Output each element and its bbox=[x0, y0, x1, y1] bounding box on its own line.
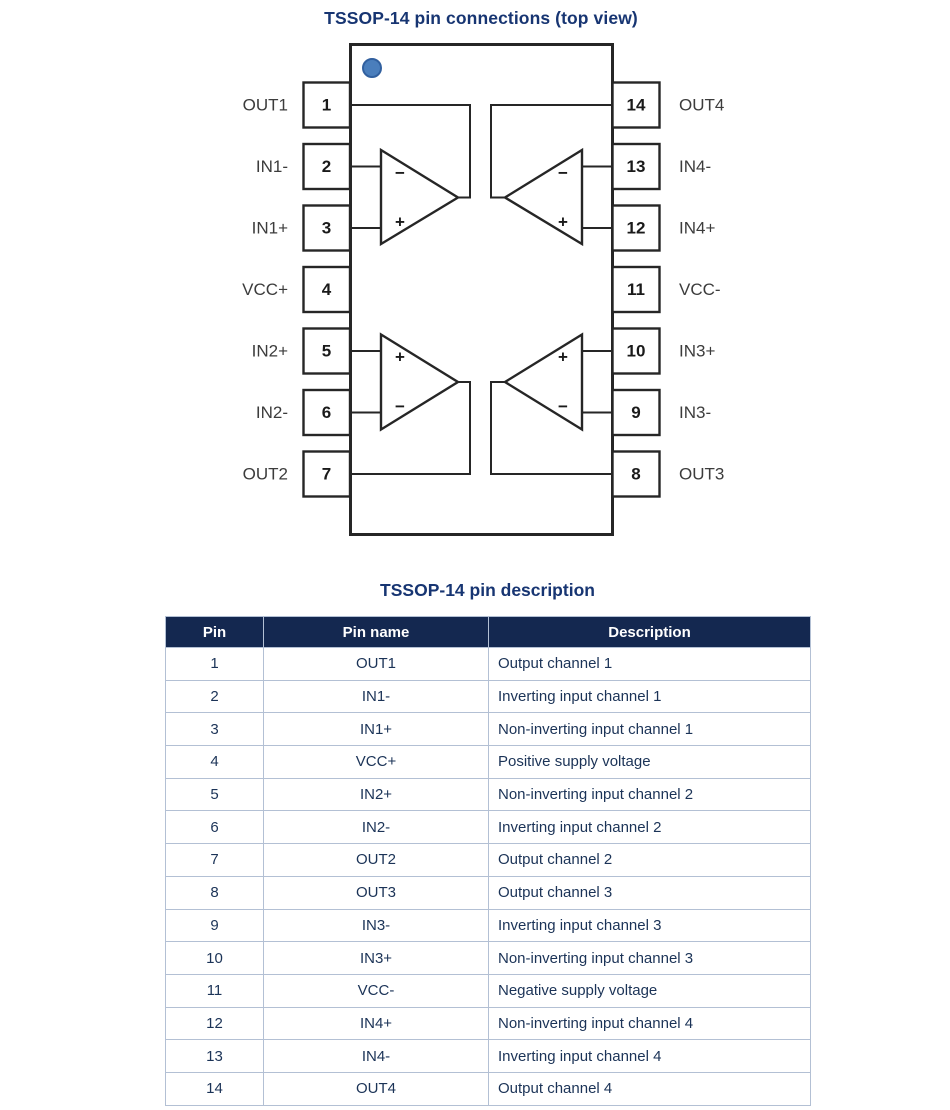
pin-14-number: 14 bbox=[626, 95, 646, 115]
table-row bbox=[166, 778, 811, 811]
pin-name-cell: OUT4 bbox=[264, 1072, 489, 1105]
description-cell: Non-inverting input channel 4 bbox=[489, 1007, 811, 1040]
table-row bbox=[166, 844, 811, 877]
pin-10 bbox=[613, 329, 716, 374]
chip-body bbox=[351, 45, 613, 535]
header-pin: Pin bbox=[166, 617, 264, 648]
pin-2-number: 2 bbox=[321, 157, 332, 176]
pin-cell: 10 bbox=[166, 942, 264, 975]
table-row bbox=[166, 1040, 811, 1073]
pin-12-number: 12 bbox=[626, 218, 646, 238]
opamp-4-plus-sign: + bbox=[558, 212, 568, 232]
pin-5 bbox=[252, 329, 350, 374]
pin-9 bbox=[613, 390, 712, 435]
pin-3-number: 3 bbox=[321, 218, 332, 238]
pin-name-cell: IN3+ bbox=[264, 942, 489, 975]
pin-cell: 9 bbox=[166, 909, 264, 942]
pin-cell: 6 bbox=[166, 811, 264, 844]
pin-cell: 7 bbox=[166, 844, 264, 877]
pin-cell: 3 bbox=[166, 713, 264, 746]
header-pin-name: Pin name bbox=[264, 617, 489, 648]
pin-name-cell: IN4+ bbox=[264, 1007, 489, 1040]
pin-cell: 11 bbox=[166, 974, 264, 1007]
header-description: Description bbox=[489, 617, 811, 648]
pin-3 bbox=[252, 206, 350, 251]
pin-5-label: IN2+ bbox=[251, 341, 288, 361]
table-row bbox=[166, 876, 811, 909]
pin-cell: 8 bbox=[166, 876, 264, 909]
pin-3-label: IN1+ bbox=[251, 218, 288, 238]
pin-name-cell: IN1+ bbox=[264, 713, 489, 746]
pin-11 bbox=[613, 267, 721, 312]
pin-10-label: IN3+ bbox=[679, 341, 716, 361]
pin-name-cell: IN2- bbox=[264, 811, 489, 844]
description-cell: Negative supply voltage bbox=[489, 974, 811, 1007]
pin-2 bbox=[256, 144, 350, 189]
pin-10-number: 10 bbox=[626, 341, 646, 361]
table-row bbox=[166, 974, 811, 1007]
pin-cell: 12 bbox=[166, 1007, 264, 1040]
pin-cell: 13 bbox=[166, 1040, 264, 1073]
pin-14 bbox=[613, 83, 725, 128]
description-cell: Output channel 4 bbox=[489, 1072, 811, 1105]
pin-cell: 14 bbox=[166, 1072, 264, 1105]
pin-13-number: 13 bbox=[626, 157, 646, 176]
table-row bbox=[166, 680, 811, 713]
pin-4-number: 4 bbox=[321, 280, 332, 299]
pin-6-label: IN2- bbox=[255, 403, 288, 422]
pin-11-label: VCC- bbox=[679, 280, 721, 299]
pin-9-label: IN3- bbox=[679, 403, 712, 422]
pin-name-cell: IN1- bbox=[264, 680, 489, 713]
opamp-2-minus-sign: − bbox=[395, 397, 405, 416]
opamp-2-plus-sign: + bbox=[395, 347, 405, 367]
pin-6-number: 6 bbox=[321, 403, 332, 422]
description-cell: Non-inverting input channel 3 bbox=[489, 942, 811, 975]
pin-12-label: IN4+ bbox=[679, 218, 716, 238]
opamp-3-plus-sign: + bbox=[558, 347, 568, 367]
pin-2-label: IN1- bbox=[255, 157, 288, 176]
pin-12 bbox=[613, 206, 716, 251]
pin-cell: 2 bbox=[166, 680, 264, 713]
description-cell: Inverting input channel 4 bbox=[489, 1040, 811, 1073]
pin-6 bbox=[256, 390, 350, 435]
table-header-row bbox=[166, 617, 811, 648]
pin-1-number: 1 bbox=[321, 95, 332, 115]
pin-1 bbox=[243, 83, 350, 128]
description-cell: Positive supply voltage bbox=[489, 746, 811, 779]
pin-name-cell: IN4- bbox=[264, 1040, 489, 1073]
pin-5-number: 5 bbox=[321, 341, 332, 361]
pin-description-title: TSSOP-14 pin description bbox=[380, 580, 595, 600]
pin-1-label: OUT1 bbox=[242, 95, 288, 115]
opamp-1-minus-sign: − bbox=[395, 163, 405, 183]
pin-4-label: VCC+ bbox=[242, 280, 288, 299]
pin-description-table bbox=[165, 616, 811, 1106]
pin-connections-title: TSSOP-14 pin connections (top view) bbox=[324, 8, 638, 28]
pin-name-cell: OUT3 bbox=[264, 876, 489, 909]
pin-13 bbox=[613, 144, 712, 189]
pin-7 bbox=[243, 452, 350, 497]
pin-9-number: 9 bbox=[631, 403, 641, 422]
pin-name-cell: OUT2 bbox=[264, 844, 489, 877]
table-row bbox=[166, 648, 811, 681]
pin-8-number: 8 bbox=[631, 464, 641, 484]
table-row bbox=[166, 909, 811, 942]
table-row bbox=[166, 942, 811, 975]
pin-11-number: 11 bbox=[627, 280, 645, 299]
description-cell: Output channel 3 bbox=[489, 876, 811, 909]
table-row bbox=[166, 811, 811, 844]
pin-4 bbox=[242, 267, 350, 312]
table-row bbox=[166, 713, 811, 746]
description-cell: Output channel 1 bbox=[489, 648, 811, 681]
pin-name-cell: VCC- bbox=[264, 974, 489, 1007]
description-cell: Inverting input channel 1 bbox=[489, 680, 811, 713]
description-cell: Inverting input channel 2 bbox=[489, 811, 811, 844]
pin-name-cell: OUT1 bbox=[264, 648, 489, 681]
pin-8-label: OUT3 bbox=[679, 464, 725, 484]
pin-cell: 4 bbox=[166, 746, 264, 779]
pin1-marker-icon bbox=[363, 59, 381, 77]
table-row bbox=[166, 1007, 811, 1040]
pin-7-number: 7 bbox=[321, 464, 332, 484]
description-cell: Non-inverting input channel 1 bbox=[489, 713, 811, 746]
pin-14-label: OUT4 bbox=[679, 95, 725, 115]
pin-description-table-wrap bbox=[165, 616, 810, 1106]
pin-8 bbox=[613, 452, 725, 497]
table-row bbox=[166, 1072, 811, 1105]
pin-cell: 1 bbox=[166, 648, 264, 681]
description-cell: Output channel 2 bbox=[489, 844, 811, 877]
opamp-3-minus-sign: − bbox=[558, 397, 568, 416]
pin-name-cell: IN2+ bbox=[264, 778, 489, 811]
table-row bbox=[166, 746, 811, 779]
pin-name-cell: VCC+ bbox=[264, 746, 489, 779]
opamp-1-plus-sign: + bbox=[395, 212, 405, 232]
pin-cell: 5 bbox=[166, 778, 264, 811]
description-cell: Non-inverting input channel 2 bbox=[489, 778, 811, 811]
pin-7-label: OUT2 bbox=[242, 464, 288, 484]
pin-13-label: IN4- bbox=[679, 157, 712, 176]
pin-name-cell: IN3- bbox=[264, 909, 489, 942]
description-cell: Inverting input channel 3 bbox=[489, 909, 811, 942]
opamp-4-minus-sign: − bbox=[558, 163, 568, 183]
